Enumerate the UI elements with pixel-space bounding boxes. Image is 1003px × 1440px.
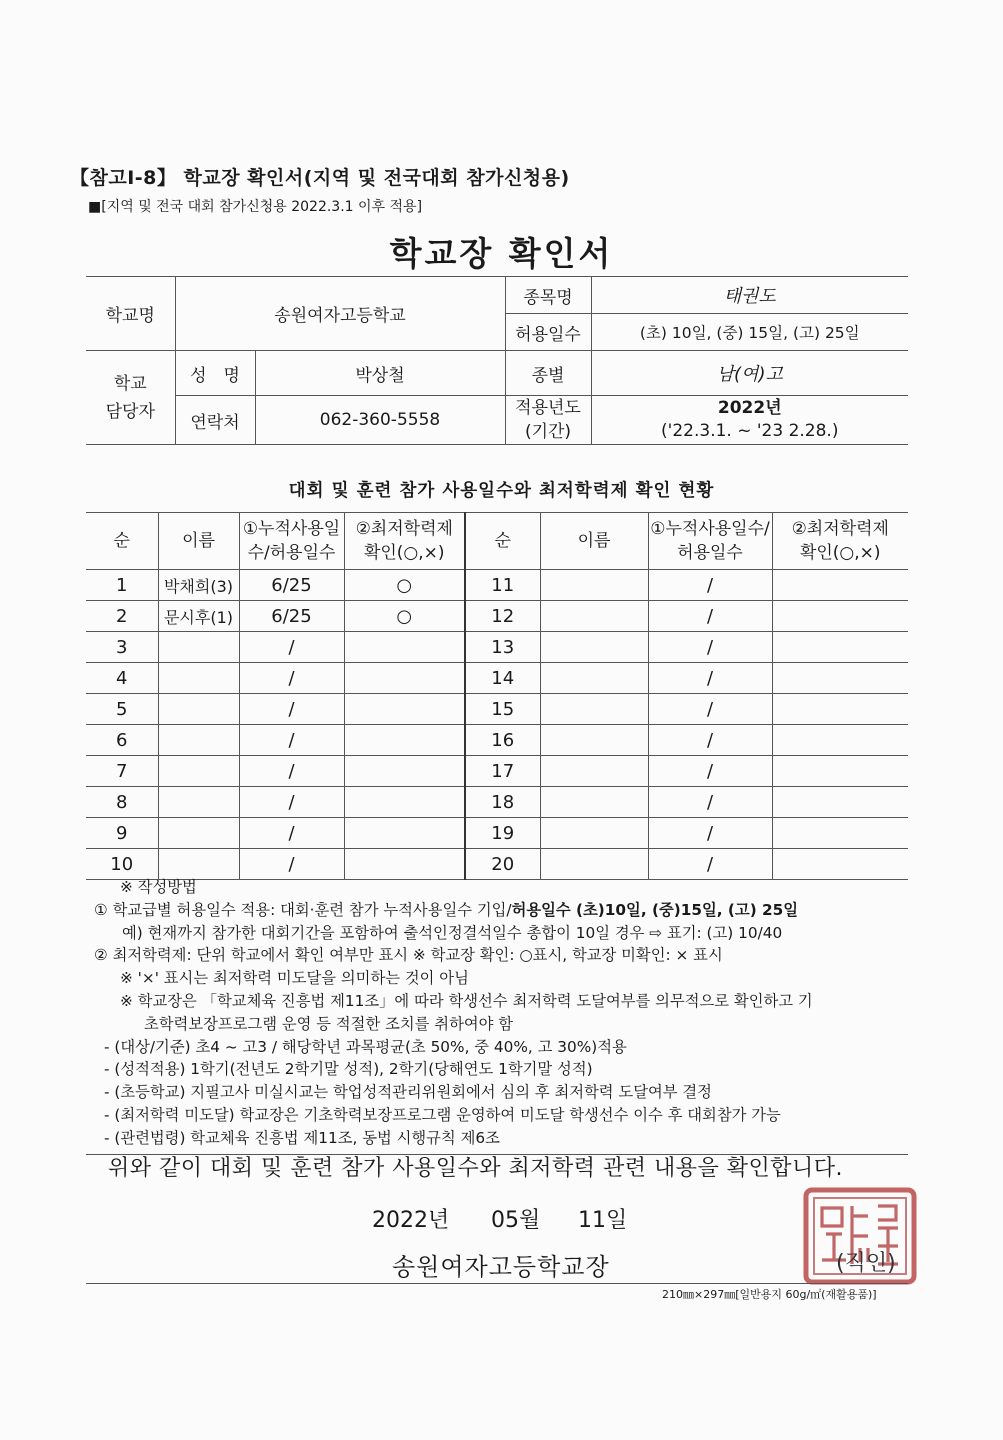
name-cell [540,849,648,880]
apply-year-value [591,396,908,445]
principal-name: 송원여자고등학교장 [392,1253,610,1281]
note-4-cont: 초학력보장프로그램 운영 등 적절한 조치를 취하여야 함 [144,1014,514,1033]
name-cell [158,849,239,880]
name-cell [540,632,648,663]
allowed-days-label: 허용일수 [505,314,591,351]
days-cell: / [648,849,772,880]
note-1-bold: 허용일수 (초)10일, (중)15일, (고) 25일 [511,900,799,919]
detail-4: - (최저학력 미도달) 학교장은 기초학력보장프로그램 운영하여 미도달 학생선수 이수 후 대회참가 가능 [104,1105,781,1124]
check-cell: ○ [344,570,465,601]
row-number-cell: 13 [465,632,540,663]
table-row [86,663,908,694]
row-number-cell: 14 [465,663,540,694]
days-cell: / [239,849,344,880]
date-year: 2022년 [372,1208,450,1233]
table-row [86,787,908,818]
name-cell [540,725,648,756]
school-name-label: 학교명 [86,277,175,351]
check-cell [344,663,465,694]
name-cell [540,787,648,818]
name-cell [158,663,239,694]
apply-year-label [505,396,591,445]
name-cell [540,663,648,694]
table-row [86,818,908,849]
phone-label: 연락처 [175,396,255,445]
header-cell: 이름 [158,513,239,570]
detail-1: - (대상/기준) 초4 ~ 고3 / 해당학년 과목평균(초 50%, 중 40%, 고 30%)적용 [104,1037,627,1056]
table-row [86,601,908,632]
table-row [86,756,908,787]
note-4: ※ 학교장은 「학교체육 진흥법 제11조」에 따라 학생선수 최저학력 도달여부를 의무적으로 확인하고 기 [120,991,813,1010]
header-cell: ①누적사용일 수/허용일수 [239,513,344,570]
days-cell: / [239,663,344,694]
check-cell [344,818,465,849]
days-cell: / [239,632,344,663]
note-1 [94,899,924,922]
days-cell: / [648,725,772,756]
detail-5: - (관련법령) 학교체육 진흥법 제11조, 동법 시행규칙 제6조 [104,1128,500,1147]
name-cell [540,601,648,632]
days-cell: / [239,725,344,756]
header-cell: 순 [465,513,540,570]
name-cell [158,725,239,756]
header-cell: ②최저학력제 확인(○,×) [772,513,908,570]
name-cell [158,632,239,663]
days-cell: / [648,663,772,694]
check-cell [772,601,908,632]
row-number-cell: 19 [465,818,540,849]
allowed-days-value: (초) 10일, (중) 15일, (고) 25일 [591,314,908,351]
header-cell: 순 [86,513,158,570]
check-cell [772,632,908,663]
phone-value: 062-360-5558 [255,396,505,445]
row-number-cell: 1 [86,570,158,601]
days-cell: 6/25 [239,601,344,632]
days-cell: / [239,787,344,818]
days-cell: / [648,818,772,849]
days-cell: / [239,756,344,787]
info-table [86,276,908,445]
name-cell [158,756,239,787]
detail-2: - (성적적용) 1학기(전년도 2학기말 성적), 2학기(당해연도 1학기말 성적) [104,1060,593,1079]
school-name-value: 송원여자고등학교 [175,277,505,351]
row-number-cell: 11 [465,570,540,601]
row-number-cell: 18 [465,787,540,818]
days-cell: 6/25 [239,570,344,601]
row-number-cell: 2 [86,601,158,632]
note-1-text: ① 학교급별 허용일수 적용: 대회·훈련 참가 누적사용일수 기입/ [94,900,512,919]
table-row [86,725,908,756]
days-cell: / [648,756,772,787]
check-cell [772,570,908,601]
check-cell [344,694,465,725]
row-number-cell: 16 [465,725,540,756]
check-cell [772,663,908,694]
row-number-cell: 20 [465,849,540,880]
check-cell: ○ [344,601,465,632]
row-number-cell: 4 [86,663,158,694]
contact-person-label: 학교 담당자 [86,351,175,445]
check-cell [772,756,908,787]
header-cell: ②최저학력제 확인(○,×) [344,513,465,570]
days-cell: / [239,694,344,725]
check-cell [772,694,908,725]
apply-year-label-2: (기간) [524,422,572,442]
name-cell [540,570,648,601]
row-number-cell: 8 [86,787,158,818]
days-cell: / [239,818,344,849]
table-row [86,849,908,880]
check-cell [772,787,908,818]
seal-label: (직인) [836,1251,896,1276]
confirmation-statement: 위와 같이 대회 및 훈련 참가 사용일수와 최저학력 관련 내용을 확인합니다. [108,1156,843,1181]
days-cell: / [648,787,772,818]
days-cell: / [648,570,772,601]
note-2: ② 최저학력제: 단위 학교에서 확인 여부만 표시 ※ 학교장 확인: ○표시, 학교장 미확인: × 표시 [94,946,723,965]
days-cell: / [648,601,772,632]
category-label: 종별 [505,351,591,396]
notes-heading: ※ 작성방법 [120,878,197,896]
check-cell [344,849,465,880]
check-cell [344,632,465,663]
name-cell: 문시후(1) [158,601,239,632]
apply-period: ('22.3.1. ~ '23 2.28.) [661,421,839,441]
name-cell [158,694,239,725]
name-cell: 박채희(3) [158,570,239,601]
section-title: 대회 및 훈련 참가 사용일수와 최저학력제 확인 현황 [288,481,715,501]
participation-table [86,512,908,880]
name-value: 박상철 [255,351,505,396]
row-number-cell: 7 [86,756,158,787]
event-label: 종목명 [505,277,591,314]
table-header-row [86,513,908,570]
name-cell [540,818,648,849]
table-row [86,632,908,663]
name-cell [158,787,239,818]
document-title: 학교장 확인서 [389,234,614,273]
name-label: 성 명 [175,351,255,396]
detail-3: - (초등학교) 지필고사 미실시교는 학업성적관리위원회에서 심의 후 최저학력 도달여부 결정 [104,1083,712,1102]
reference-title: 【참고Ⅰ-8】 학교장 확인서(지역 및 전국대회 참가신청용) [70,167,570,189]
check-cell [344,756,465,787]
date-day: 11일 [578,1208,628,1233]
table-row [86,694,908,725]
reference-subtitle: ■[지역 및 전국 대회 참가신청용 2022.3.1 이후 적용] [88,199,423,215]
days-cell: / [648,632,772,663]
row-number-cell: 5 [86,694,158,725]
row-number-cell: 3 [86,632,158,663]
check-cell [344,787,465,818]
event-value: 태권도 [591,277,908,314]
check-cell [772,725,908,756]
note-3: ※ '×' 표시는 최저학력 미도달을 의미하는 것이 아님 [120,969,469,988]
check-cell [772,818,908,849]
apply-year: 2022년 [717,398,782,418]
name-cell [540,756,648,787]
category-value: 남(여)고 [591,351,908,396]
paper-spec-footer: 210㎜×297㎜[일반용지 60g/㎡(재활용품)] [662,1288,877,1301]
days-cell: / [648,694,772,725]
row-number-cell: 15 [465,694,540,725]
name-cell [158,818,239,849]
footer-divider [86,1283,908,1284]
table-row [86,570,908,601]
apply-year-label-1: 적용년도 [515,398,581,418]
header-cell: 이름 [540,513,648,570]
date-month: 05월 [491,1208,541,1233]
note-1-example: 예) 현재까지 참가한 대회기간을 포함하여 출석인정결석일수 총합이 10일 경우 ⇨ 표기: (고) 10/40 [122,923,783,942]
writing-instructions [94,876,924,1150]
check-cell [772,849,908,880]
row-number-cell: 9 [86,818,158,849]
row-number-cell: 10 [86,849,158,880]
check-cell [344,725,465,756]
row-number-cell: 17 [465,756,540,787]
row-number-cell: 6 [86,725,158,756]
name-cell [540,694,648,725]
header-cell: ①누적사용일수/ 허용일수 [648,513,772,570]
row-number-cell: 12 [465,601,540,632]
